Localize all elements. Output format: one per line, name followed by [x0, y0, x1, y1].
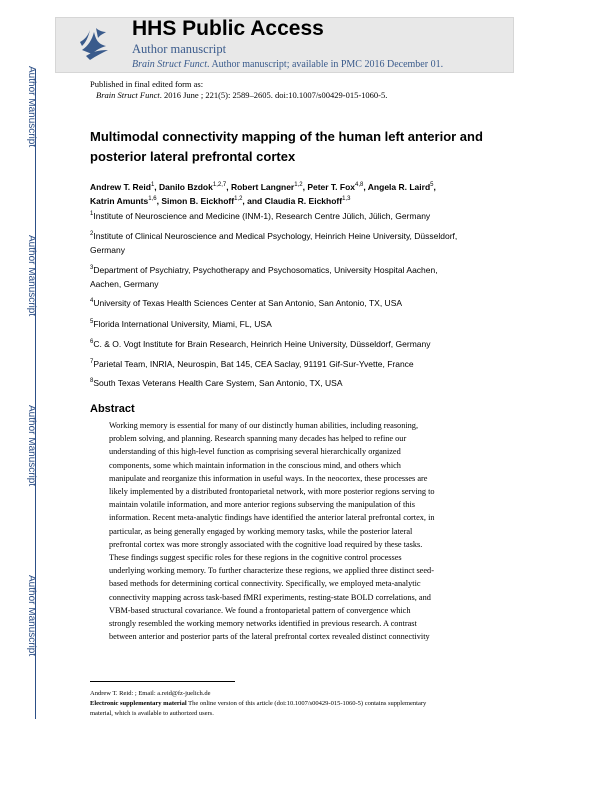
abstract-line: underlying working memory. To further characterize these regions, we applied three distinct seed-	[109, 566, 434, 576]
author-separator: , and	[242, 196, 265, 206]
author-name: Angela R. Laird	[367, 182, 431, 192]
author-name: Claudia R. Eickhoff	[264, 196, 343, 206]
affiliation-text: Parietal Team, INRIA, Neurospin, Bat 145, CEA Saclay, 91191 Gif-Sur-Yvette, France	[93, 359, 414, 369]
abstract-heading: Abstract	[90, 403, 135, 415]
affiliation-item	[90, 263, 510, 291]
abstract-line: between anterior and posterior parts of the lateral prefrontal cortex revealed distinct connectivity	[109, 632, 430, 642]
abstract-line: understanding of this high-level function as comprising several hierarchically organized	[109, 447, 401, 457]
abstract-line: manipulate and reorganize this information in useful ways. In the neocortex, these processes are	[109, 473, 428, 483]
author-name: Peter T. Fox	[307, 182, 356, 192]
abstract-body	[109, 419, 504, 643]
supplementary-footnote-cont: material, which is available to authorized users.	[90, 710, 214, 717]
header-citation	[132, 59, 443, 70]
affiliation-number: 4	[90, 298, 94, 305]
author-list	[90, 180, 530, 208]
author-affil: 1,6	[148, 196, 157, 203]
author-name: Robert Langner	[230, 182, 295, 192]
abstract-line: connectivity mapping across task-based fMRI experiments, resting-state BOLD correlations, and	[109, 592, 431, 602]
publication-intro: Published in final edited form as:	[90, 79, 204, 89]
hhs-eagle-logo-icon	[76, 20, 116, 64]
affiliation-text: Department of Psychiatry, Psychotherapy and Psychosomatics, University Hospital Aachen,	[93, 265, 438, 275]
author-name: Andrew T. Reid	[90, 182, 151, 192]
author-separator: ,	[226, 182, 231, 192]
abstract-line: based methods for determining cortical connectivity. Specifically, we employed meta-analytic	[109, 579, 421, 589]
affiliation-item	[90, 376, 510, 390]
author-affil: 1,3	[342, 196, 351, 203]
header-journal: Brain Struct Funct	[132, 59, 207, 70]
article-title-line1: Multimodal connectivity mapping of the human left anterior and	[90, 129, 483, 144]
affiliation-text: Institute of Clinical Neuroscience and Medical Psychology, Heinrich Heine University, Düsseldorf,	[93, 231, 458, 241]
affiliation-number: 5	[90, 319, 94, 326]
author-line-1	[90, 180, 530, 194]
affiliation-number: 6	[90, 339, 94, 346]
author-name: Simon B. Eickhoff	[161, 196, 235, 206]
publication-info	[90, 79, 387, 101]
author-affil: 4,8	[355, 182, 364, 189]
supplementary-text: The online version of this article (doi:10.1007/s00429-015-1060-5) contains supplementary	[186, 700, 427, 707]
author-separator: ,	[154, 182, 160, 192]
affiliation-item	[90, 229, 510, 257]
article-title	[90, 127, 530, 167]
affiliation-number: 1	[90, 211, 94, 218]
affiliation-text: Institute of Neuroscience and Medicine (INM-1), Research Centre Jülich, Jülich, Germany	[93, 211, 431, 221]
side-label-2: Author Manuscript	[26, 235, 37, 317]
side-label-1: Author Manuscript	[26, 66, 37, 148]
author-line-2	[90, 194, 530, 208]
author-affil: 1,2	[234, 196, 243, 203]
footnote-rule	[90, 681, 235, 682]
abstract-line: Working memory is essential for many of our distinctly human abilities, including reasoning,	[109, 421, 419, 430]
header-citation-text: . Author manuscript; available in PMC 2016 December 01.	[207, 59, 444, 70]
author-name: Danilo Bzdok	[159, 182, 213, 192]
supplementary-label: Electronic supplementary material	[90, 700, 187, 707]
affiliation-text: University of Texas Health Sciences Center at San Antonio, San Antonio, TX, USA	[93, 298, 403, 308]
article-title-line2: posterior lateral prefrontal cortex	[90, 149, 296, 164]
author-affil: 1	[150, 182, 155, 189]
affiliation-item	[90, 317, 510, 331]
author-name: Katrin Amunts	[90, 196, 149, 206]
affiliation-text: C. & O. Vogt Institute for Brain Research, Heinrich Heine University, Düsseldorf, Germany	[93, 339, 431, 349]
affiliation-number: 2	[90, 231, 94, 238]
author-separator: ,	[433, 182, 436, 192]
affiliation-text-cont: Germany	[90, 245, 125, 255]
affiliation-number: 8	[90, 378, 94, 385]
hhs-public-access-title: HHS Public Access	[132, 17, 324, 40]
publication-journal: Brain Struct Funct	[96, 90, 160, 100]
affiliation-text-cont: Aachen, Germany	[90, 279, 159, 289]
author-separator: ,	[302, 182, 308, 192]
author-affil: 1,2,7	[212, 182, 227, 189]
affiliation-number: 7	[90, 359, 94, 366]
abstract-line: problem solving, and planning. Research spanning many decades has helped to refine our	[109, 434, 407, 444]
affiliation-item	[90, 337, 510, 351]
abstract-line: components, some which maintain information in the conscious mind, and others which	[109, 460, 401, 470]
side-label-4: Author Manuscript	[26, 575, 37, 657]
supplementary-footnote	[90, 699, 510, 709]
contact-footnote: Andrew T. Reid: ; Email: a.reid@fz-juelich.de	[90, 690, 211, 697]
side-label-3: Author Manuscript	[26, 405, 37, 487]
author-affil: 1,2	[294, 182, 303, 189]
abstract-line: likely implemented by a distributed frontoparietal network, with more posterior regions serving to	[109, 487, 435, 497]
abstract-line: These findings suggest specific roles for these regions in the cognitive control processes	[109, 553, 402, 563]
affiliation-item	[90, 209, 510, 223]
abstract-line: maintain volatile information, and more anterior regions subserving the manipulation of this	[109, 500, 415, 510]
author-manuscript-subtitle: Author manuscript	[132, 42, 227, 56]
abstract-line: strongly resembled the working memory networks identified in previous research. A contrast	[109, 619, 417, 629]
affiliation-item	[90, 357, 510, 371]
abstract-line: VBM-based structural covariance. We found a frontoparietal pattern of convergence which	[109, 605, 411, 615]
publication-details: . 2016 June ; 221(5): 2589–2605. doi:10.1007/s00429-015-1060-5.	[159, 90, 388, 100]
abstract-line: prefrontal cortex was more strongly associated with the cognitive load required by these tasks.	[109, 539, 423, 549]
footnotes	[90, 689, 510, 719]
affiliation-text: South Texas Veterans Health Care System, San Antonio, TX, USA	[93, 378, 343, 388]
author-separator: ,	[363, 182, 368, 192]
affiliation-text: Florida International University, Miami, FL, USA	[93, 319, 272, 329]
author-affil: 5	[430, 182, 434, 189]
abstract-line: information. Recent meta-analytic findings have identified the anterior lateral prefrontal cortex, in	[109, 513, 435, 523]
affiliation-number: 3	[90, 265, 94, 272]
author-separator: ,	[156, 196, 162, 206]
affiliation-item	[90, 296, 510, 310]
publication-citation	[90, 90, 387, 101]
abstract-line: particular, as being generally engaged by working memory tasks, while the posterior lateral	[109, 526, 413, 536]
